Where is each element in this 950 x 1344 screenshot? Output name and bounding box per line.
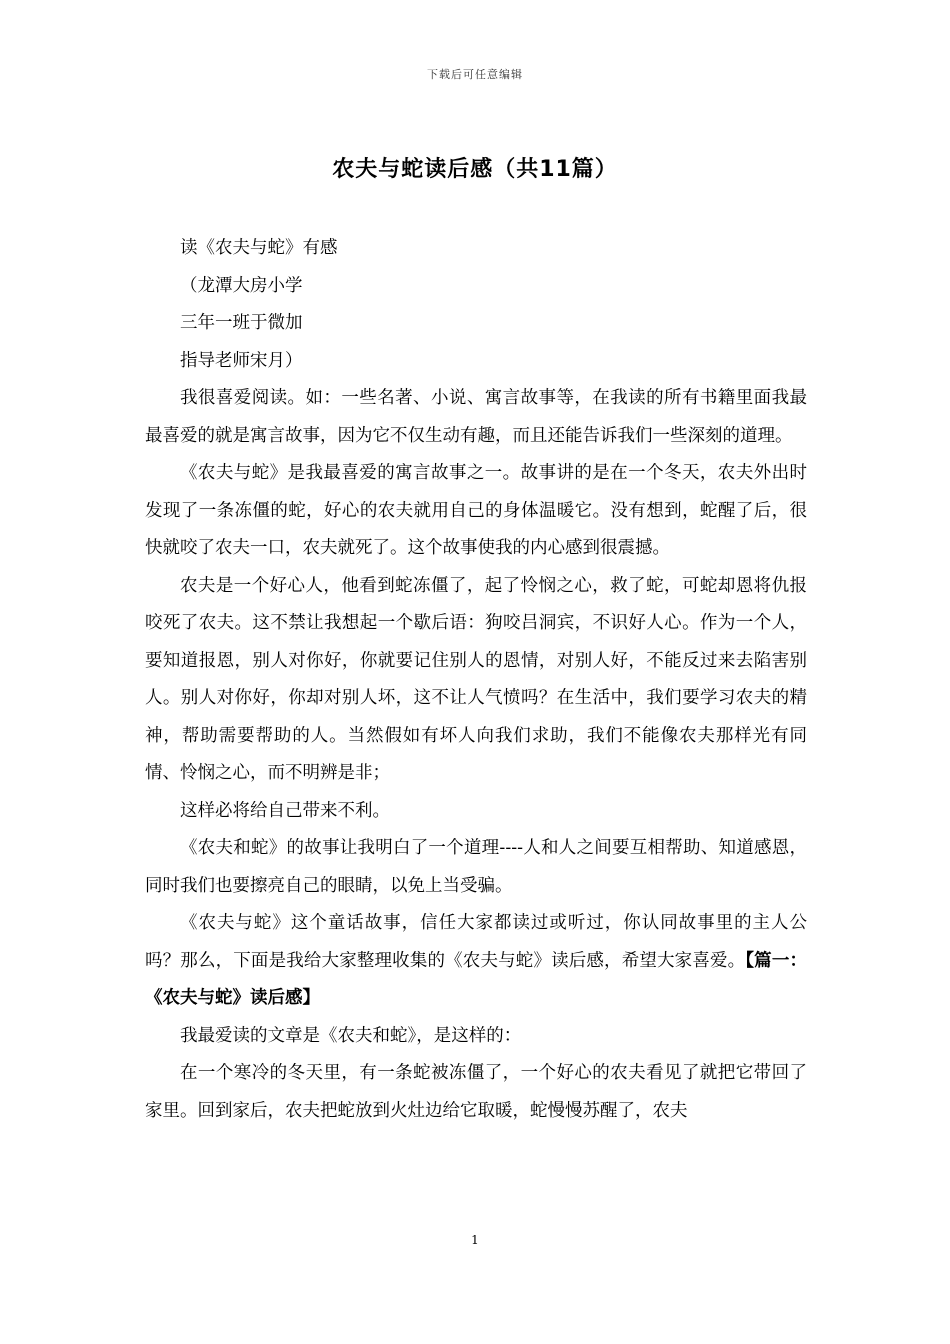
paragraph: 我很喜爱阅读。如：一些名著、小说、寓言故事等，在我读的所有书籍里面我最最喜爱的就是寓言故事，因为它不仅生动有趣，而且还能告诉我们一些深刻的道理。: [145, 388, 807, 446]
paragraph: 读《农夫与蛇》有感: [180, 238, 338, 258]
page-number: 1: [471, 1233, 479, 1247]
paragraph: 我最爱读的文章是《农夫和蛇》，是这样的：: [180, 1025, 522, 1046]
paragraph: 指导老师宋月）: [180, 350, 303, 371]
header-note: 下载后可任意编辑: [427, 68, 523, 81]
intro-text: 《农夫与蛇》这个童话故事，信任大家都读过或听过，你认同故事里的主人公吗？那么，下面是我给大家整理收集的《农夫与蛇》读后感，希望大家喜爱。: [145, 913, 807, 971]
paragraph: 这样必将给自己带来不利。: [180, 800, 390, 821]
paragraph: （龙潭大房小学: [180, 275, 303, 296]
paragraph: 在一个寒冷的冬天里，有一条蛇被冻僵了，一个好心的农夫看见了就把它带回了家里。回到家后，农夫把蛇放到火灶边给它取暖，蛇慢慢苏醒了，农夫: [145, 1063, 807, 1121]
document-title: 农夫与蛇读后感（共11篇）: [332, 157, 618, 182]
paragraph: 《农夫与蛇》是我最喜爱的寓言故事之一。故事讲的是在一个冬天，农夫外出时发现了一条冻僵的蛇，好心的农夫就用自己的身体温暖它。没有想到，蛇醒了后，很快就咬了农夫一口，农夫就死了。这个故事使我的内心感到很震撼。: [145, 463, 807, 558]
paragraph: 三年一班于微加: [180, 313, 303, 333]
document-body: [145, 230, 807, 1130]
intro-paragraph: [145, 905, 807, 1018]
section-heading: 【篇一：《农夫与蛇》读后感】: [145, 950, 807, 1008]
paragraph: 《农夫和蛇》的故事让我明白了一个道理----人和人之间要互相帮助、知道感恩，同时我们也要擦亮自己的眼睛，以免上当受骗。: [145, 838, 807, 896]
paragraph: 农夫是一个好心人，他看到蛇冻僵了，起了怜悯之心，救了蛇，可蛇却恩将仇报咬死了农夫。这不禁让我想起一个歇后语：狗咬吕洞宾，不识好人心。作为一个人，要知道报恩，别人对你好，你就要记住别人的恩情，对别人好，不能反过来去陷害别人。别人对你好，你却对别人坏，这不让人气愤吗？在生活中，我们要学习农夫的精神，帮助需要帮助的人。当然假如有坏人向我们求助，我们不能像农夫那样光有同情、怜悯之心，而不明辨是非；: [145, 575, 807, 783]
